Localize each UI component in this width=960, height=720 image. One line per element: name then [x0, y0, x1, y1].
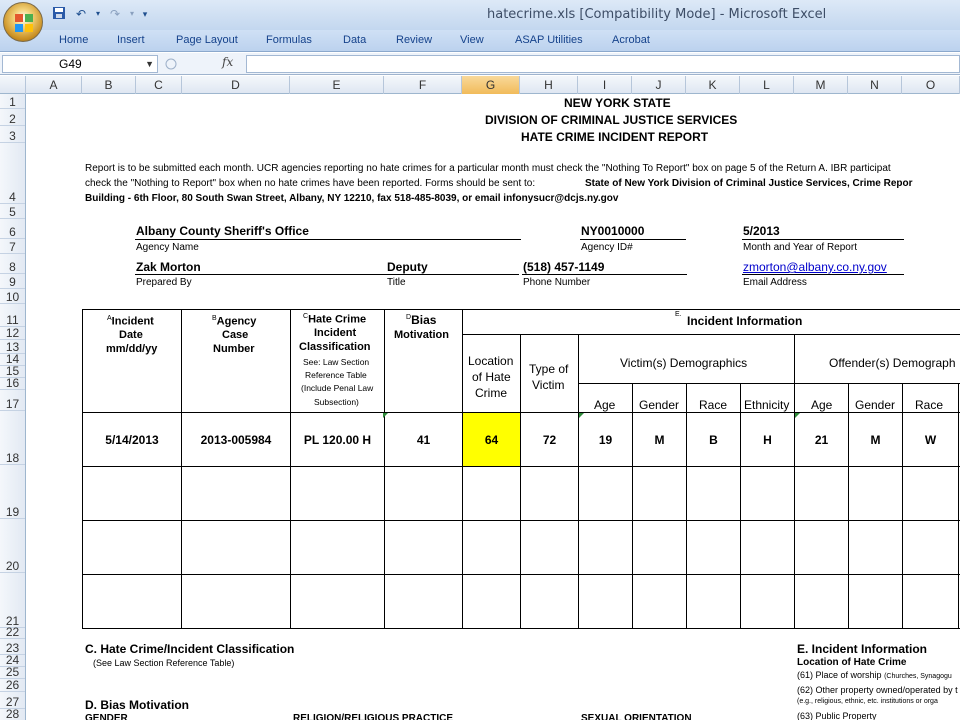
table-border	[463, 334, 960, 335]
table-border	[181, 309, 182, 629]
office-button[interactable]	[3, 2, 43, 42]
section-e-62: (62) Other property owned/operated by t	[797, 685, 958, 695]
cell-location[interactable]: 64	[463, 413, 520, 466]
email-label: Email Address	[743, 277, 807, 288]
undo-icon[interactable]: ↶	[75, 7, 87, 21]
cell-classification[interactable]: PL 120.00 H	[303, 432, 372, 447]
table-border	[794, 334, 795, 629]
header-classification: $^C$Hate Crime	[303, 313, 367, 326]
resize-handle-icon[interactable]	[164, 55, 178, 73]
ribbon-tabs	[0, 30, 960, 52]
section-d-title: D. Bias Motivation	[85, 698, 190, 712]
phone-value: (518) 457-1149	[523, 260, 605, 274]
tab-view[interactable]: View	[460, 34, 484, 46]
report-title-form: HATE CRIME INCIDENT REPORT	[521, 130, 709, 144]
row-header[interactable]: 7	[0, 239, 25, 254]
cell-agency-case[interactable]: 2013-005984	[200, 432, 272, 447]
header-location: Location	[468, 354, 514, 368]
row-header[interactable]: 10	[0, 289, 25, 304]
cell-victim-race[interactable]: B	[709, 432, 718, 447]
agency-name-underline	[135, 239, 521, 240]
redo-icon[interactable]: ↷	[109, 7, 121, 21]
section-e-62-note: (e.g., religious, ethnic, etc. institutions or orga	[797, 698, 938, 705]
section-e-title: E. Incident Information	[797, 642, 928, 656]
row-header[interactable]: 14	[0, 354, 25, 366]
header-bias-motivation: $^D$Bias	[406, 313, 437, 327]
column-header-a[interactable]: A	[26, 76, 82, 94]
instructions-address: State of New York Division of Criminal Justice Services, Crime Repor	[585, 178, 913, 189]
row-header[interactable]: 28	[0, 709, 25, 720]
email-underline	[742, 274, 904, 275]
cell-victim-ethnicity[interactable]: H	[763, 432, 772, 447]
row-header[interactable]: 13	[0, 340, 25, 354]
select-all-corner[interactable]	[0, 76, 26, 94]
month-year-underline	[742, 239, 904, 240]
row-header[interactable]: 16	[0, 378, 25, 390]
row-header[interactable]: 12	[0, 327, 25, 340]
name-box-dropdown-icon[interactable]: ▼	[145, 59, 154, 69]
header-agency-case: $^B$Agency	[212, 315, 257, 328]
header-incident-date-2: Date	[119, 329, 143, 341]
formula-controls	[160, 55, 244, 73]
section-e-63: (63) Public Property	[797, 711, 877, 720]
header-classification-3: Classification	[299, 341, 371, 353]
row-header[interactable]: 15	[0, 366, 25, 378]
header-bias-motivation-2: Motivation	[394, 329, 449, 341]
table-border	[82, 574, 960, 575]
instructions-line-1: Report is to be submitted each month. UCR agencies reporting no hate crimes for a particular month must check the "Nothing To Report" box on page 5 of the Return A. IBR participat	[85, 163, 891, 174]
table-border	[578, 334, 579, 629]
header-incident-date: $^A$Incident	[107, 315, 154, 328]
header-victim-type-2: Victim	[532, 378, 565, 392]
title-bar: ↶ ▾ ↷ ▾ ▾ hatecrime.xls [Compatibility Mode] - Microsoft Excel	[0, 0, 960, 30]
header-location-2: of Hate	[472, 370, 511, 384]
table-border	[82, 520, 960, 521]
row-header[interactable]: 1	[0, 94, 25, 109]
cell-offender-gender[interactable]: M	[870, 432, 881, 447]
column-header-c[interactable]: C	[136, 76, 182, 94]
column-header-b[interactable]: B	[82, 76, 136, 94]
section-e-61: (61) Place of worship (Churches, Synagogu	[797, 670, 952, 680]
tab-formulas[interactable]: Formulas	[266, 34, 312, 46]
column-header-l[interactable]: L	[740, 76, 794, 94]
header-offender-gender: Gender	[855, 398, 896, 412]
header-victim-age: Age	[594, 398, 616, 412]
prepared-by-underline	[135, 274, 519, 275]
column-header-g[interactable]: G	[462, 76, 520, 94]
agency-name-value: Albany County Sheriff's Office	[136, 224, 309, 238]
cell-victim-age[interactable]: 19	[598, 432, 613, 447]
section-c-title: C. Hate Crime/Incident Classification	[85, 642, 295, 656]
table-border	[82, 466, 960, 467]
insert-function-button[interactable]: fx	[222, 55, 234, 69]
column-header-e[interactable]: E	[290, 76, 384, 94]
tab-home[interactable]: Home	[59, 34, 89, 46]
agency-id-value: NY0010000	[581, 224, 645, 238]
formula-input[interactable]	[246, 55, 960, 73]
header-victim-type: Type of	[529, 362, 569, 376]
section-e-location-title: Location of Hate Crime	[797, 657, 907, 668]
row-header[interactable]: 26	[0, 679, 25, 692]
phone-underline	[522, 274, 687, 275]
header-victim-demographics: Victim(s) Demographics	[620, 356, 748, 370]
row-headers	[0, 94, 26, 720]
header-classification-note-2: Reference Table	[305, 370, 367, 380]
column-header-o[interactable]: O	[902, 76, 960, 94]
header-classification-note: See: Law Section	[303, 357, 370, 367]
table-border	[462, 309, 463, 629]
tab-page-layout[interactable]: Page Layout	[176, 34, 238, 46]
month-year-label: Month and Year of Report	[743, 242, 857, 253]
row-header[interactable]: 6	[0, 219, 25, 239]
section-d-religion: RELIGION/RELIGIOUS PRACTICE	[293, 713, 454, 720]
header-victim-race: Race	[699, 398, 728, 412]
cell-victim-type[interactable]: 72	[542, 432, 557, 447]
row-header[interactable]: 17	[0, 390, 25, 411]
header-classification-note-3: (Include Penal Law	[301, 383, 374, 393]
tab-review[interactable]: Review	[396, 34, 433, 46]
section-d-gender: GENDER	[85, 713, 128, 720]
row-header[interactable]: 19	[0, 465, 25, 519]
row-header[interactable]: 5	[0, 204, 25, 219]
row-header[interactable]: 22	[0, 628, 25, 639]
header-classification-2: Incident	[314, 327, 357, 339]
header-incident-info: Incident Information	[687, 314, 803, 328]
row-header[interactable]: 18	[0, 411, 25, 465]
row-header[interactable]: 3	[0, 126, 25, 143]
tab-acrobat[interactable]: Acrobat	[612, 34, 650, 46]
cell-offender-age[interactable]: 21	[814, 432, 829, 447]
row-header[interactable]: 27	[0, 692, 25, 709]
instructions-line-3: Building - 6th Floor, 80 South Swan Street, Albany, NY 12210, fax 518-485-8039, or email infonysucr@dcjs.ny.gov	[85, 193, 619, 204]
customize-qat-icon[interactable]: ▾	[142, 9, 148, 19]
report-title-division: DIVISION OF CRIMINAL JUSTICE SERVICES	[485, 113, 738, 127]
month-year-value: 5/2013	[743, 224, 780, 238]
email-link[interactable]: zmorton@albany.co.ny.gov	[743, 260, 887, 274]
row-header[interactable]: 9	[0, 274, 25, 289]
table-border	[82, 628, 960, 629]
table-border	[82, 309, 960, 310]
column-header-k[interactable]: K	[686, 76, 740, 94]
header-agency-case-3: Number	[213, 343, 255, 355]
table-border	[290, 309, 291, 629]
header-victim-gender: Gender	[639, 398, 680, 412]
cell-victim-gender[interactable]: M	[654, 432, 665, 447]
title-value: Deputy	[387, 260, 428, 274]
header-offender-race: Race	[915, 398, 944, 412]
header-location-3: Crime	[475, 386, 507, 400]
cell-incident-date[interactable]: 5/14/2013	[105, 432, 159, 447]
row-header[interactable]: 23	[0, 639, 25, 655]
cell-bias-motivation[interactable]: 41	[416, 432, 431, 447]
agency-id-label: Agency ID#	[581, 242, 633, 253]
header-victim-ethnicity: Ethnicity	[744, 398, 790, 412]
column-header-i[interactable]: I	[578, 76, 632, 94]
worksheet-grid[interactable]	[27, 94, 960, 720]
column-header-f[interactable]: F	[384, 76, 462, 94]
agency-name-label: Agency Name	[136, 242, 199, 253]
row-header[interactable]: 21	[0, 573, 25, 628]
instructions-line-2: check the "Nothing to Report" box when no hate crimes have been reported. Forms should be sent to:	[85, 178, 536, 189]
office-logo-icon	[14, 13, 34, 33]
row-header[interactable]: 4	[0, 143, 25, 204]
formula-bar	[0, 53, 960, 75]
row-header[interactable]: 24	[0, 655, 25, 667]
header-incident-date-3: mm/dd/yy	[106, 343, 158, 355]
column-header-m[interactable]: M	[794, 76, 848, 94]
tab-data[interactable]: Data	[343, 34, 367, 46]
table-border	[520, 334, 521, 629]
column-header-n[interactable]: N	[848, 76, 902, 94]
header-offender-demographics: Offender(s) Demograph	[829, 356, 956, 370]
cell-reference: G49	[59, 57, 82, 71]
tab-insert[interactable]: Insert	[117, 34, 145, 46]
row-header[interactable]: 11	[0, 304, 25, 327]
redo-dropdown-icon[interactable]: ▾	[129, 9, 134, 18]
quick-access-toolbar	[50, 5, 150, 23]
section-c-note: (See Law Section Reference Table)	[93, 658, 235, 668]
tab-asap-utilities[interactable]: ASAP Utilities	[515, 34, 583, 46]
prepared-by-label: Prepared By	[136, 277, 192, 288]
header-incident-info-sup: E.	[675, 311, 682, 318]
row-header[interactable]: 25	[0, 667, 25, 679]
row-header[interactable]: 2	[0, 109, 25, 126]
column-header-d[interactable]: D	[182, 76, 290, 94]
table-border	[82, 309, 83, 629]
prepared-by-value: Zak Morton	[136, 260, 201, 274]
undo-dropdown-icon[interactable]: ▾	[95, 9, 100, 18]
section-d-sexual-orientation: SEXUAL ORIENTATION	[581, 713, 692, 720]
table-border	[384, 309, 385, 629]
row-header[interactable]: 20	[0, 519, 25, 573]
header-classification-note-4: Subsection)	[314, 397, 359, 407]
column-header-h[interactable]: H	[520, 76, 578, 94]
save-icon[interactable]	[50, 6, 68, 22]
header-agency-case-2: Case	[222, 329, 249, 341]
agency-id-underline	[580, 239, 686, 240]
header-offender-age: Age	[811, 398, 833, 412]
cell-offender-race[interactable]: W	[924, 432, 937, 447]
phone-label: Phone Number	[523, 277, 591, 288]
column-headers	[0, 76, 960, 94]
name-box[interactable]	[2, 55, 158, 73]
table-border	[958, 383, 959, 629]
title-label: Title	[387, 277, 406, 288]
report-title-state: NEW YORK STATE	[564, 96, 671, 110]
row-header[interactable]: 8	[0, 254, 25, 274]
column-header-j[interactable]: J	[632, 76, 686, 94]
